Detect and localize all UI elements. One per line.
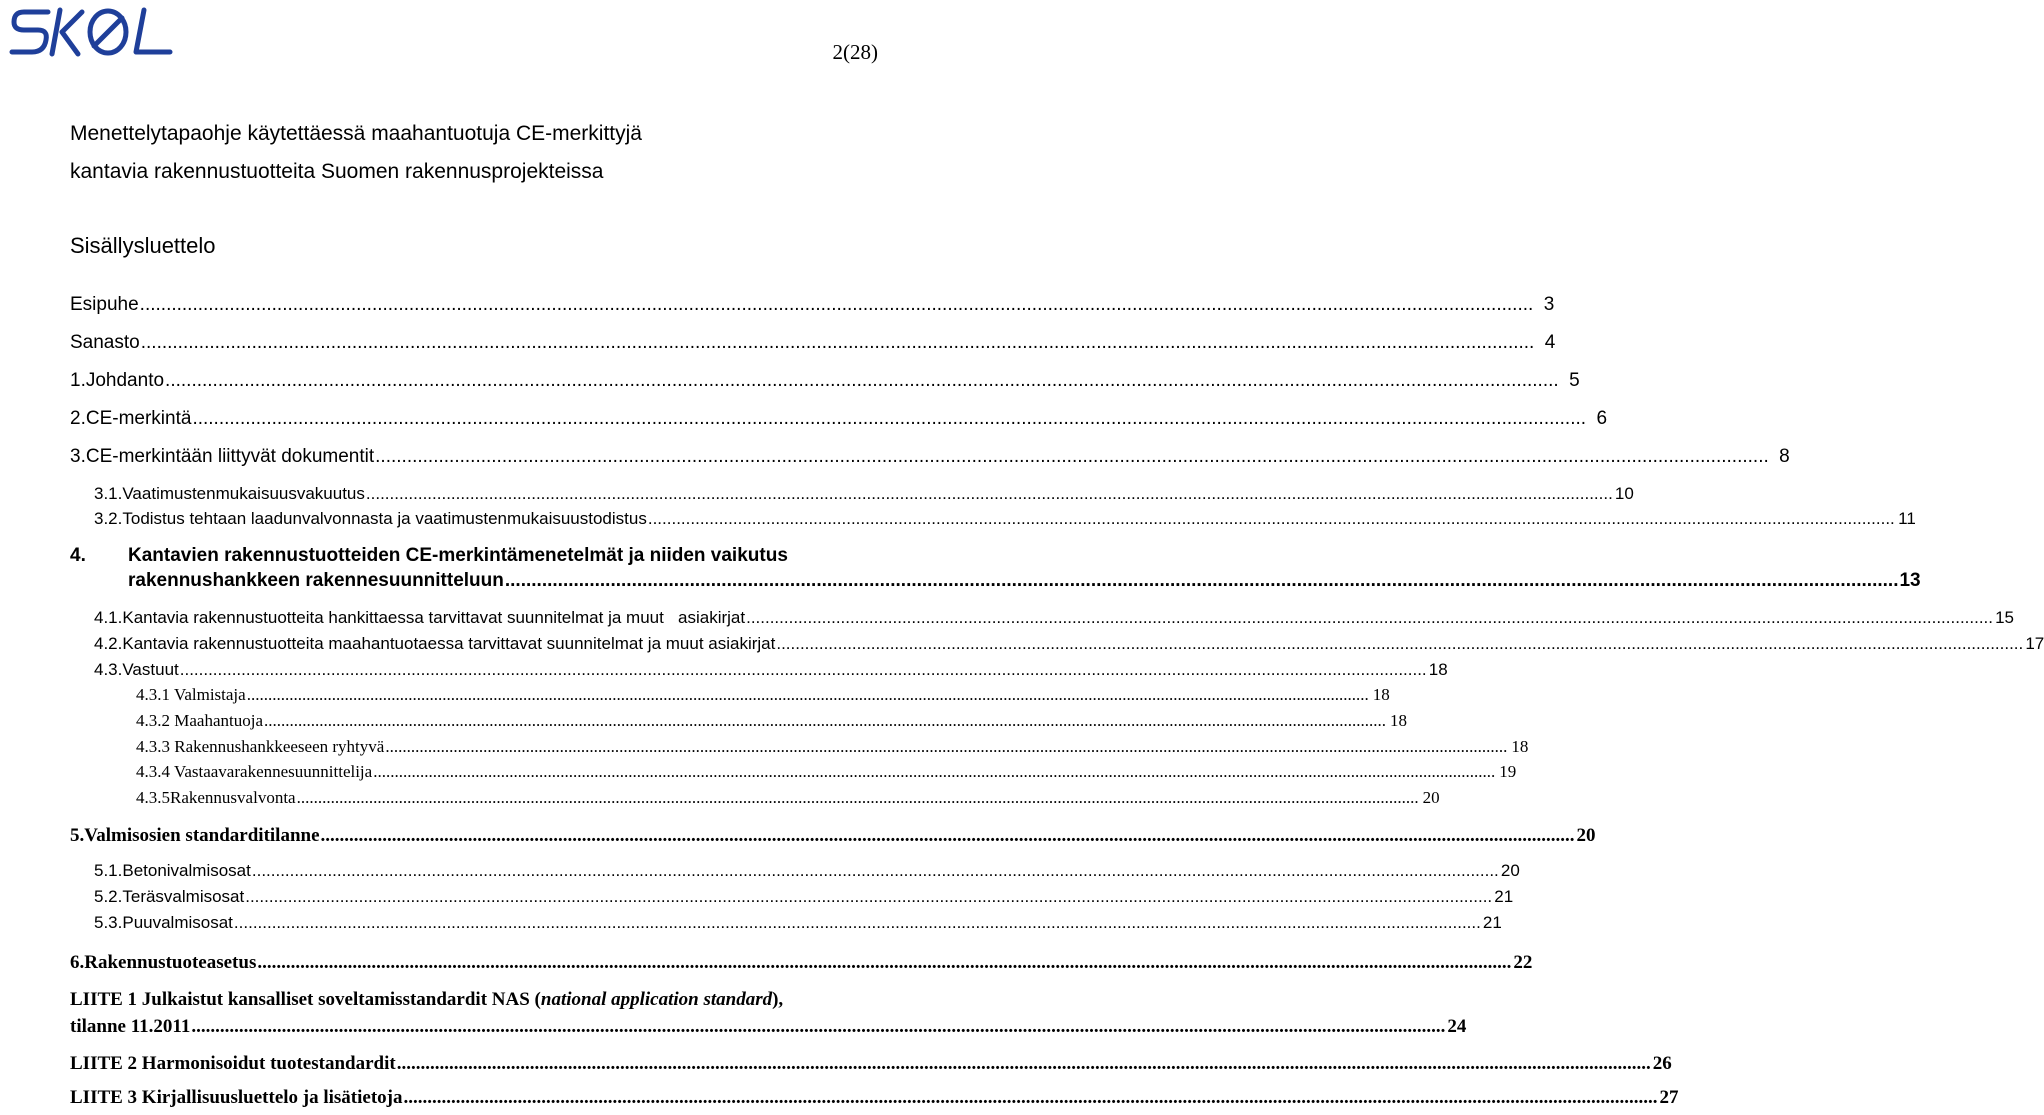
toc-page: 22 (1513, 952, 1533, 973)
toc-page: 20 (1422, 788, 1440, 807)
leader-dots (297, 788, 1419, 808)
page-number: 2(28) (832, 40, 878, 64)
leader-dots (321, 825, 1575, 847)
toc-entry-sanasto[interactable] (70, 332, 1556, 354)
toc-page: 10 (1614, 484, 1634, 503)
toc-number: 5.3. (94, 913, 123, 932)
leader-dots (252, 861, 1499, 881)
toc-entry-5[interactable] (70, 825, 1596, 847)
toc-label: Teräsvalmisosat (122, 887, 245, 906)
toc-entry-esipuhe[interactable] (70, 294, 1555, 316)
toc-label: Vastuut (122, 660, 179, 679)
toc-number: 6. (70, 952, 85, 973)
leader-dots (375, 446, 1769, 468)
toc-entry-4-line-1[interactable] (70, 545, 962, 567)
toc-entry-1[interactable] (70, 370, 1580, 392)
toc-entry-6[interactable] (70, 952, 1533, 974)
toc-number: 4.2. (94, 634, 123, 653)
toc-label-italic: national application standard (540, 989, 773, 1010)
toc-page: 24 (1447, 1016, 1467, 1037)
toc-page: 18 (1511, 737, 1529, 756)
toc-page: 3 (1543, 294, 1555, 315)
toc-label: 4.3.4 Vastaavarakennesuunnittelija (136, 762, 373, 781)
leader-dots (366, 484, 1613, 504)
leader-dots (776, 634, 2023, 654)
toc-entry-2[interactable] (70, 408, 1608, 430)
toc-entry-4-3-1[interactable] (136, 685, 1390, 705)
toc-page: 18 (1372, 685, 1390, 704)
leader-dots (180, 660, 1427, 680)
leader-dots (385, 737, 1507, 757)
toc-label-part-2: ), (772, 989, 784, 1010)
toc-entry-4-3-4[interactable] (136, 762, 1517, 782)
toc-label (70, 989, 783, 1011)
toc-number: 2. (70, 408, 86, 429)
leader-dots (257, 952, 1511, 974)
toc-page: 6 (1596, 408, 1608, 429)
toc-entry-liite-2[interactable] (70, 1053, 1672, 1075)
toc-number: 3.1. (94, 484, 123, 503)
leader-dots (746, 608, 1993, 628)
toc-entry-3[interactable] (70, 446, 1790, 468)
toc-entry-3-1[interactable] (94, 484, 1634, 504)
toc-label: Esipuhe (70, 294, 139, 315)
toc-number: 4. (70, 545, 86, 566)
toc-label: Kantavia rakennustuotteita maahantuotaessa tarvittavat suunnitelmat ja muut asiakirjat (122, 634, 776, 653)
toc-label: Vaatimustenmukaisuusvakuutus (122, 484, 365, 503)
toc-entry-liite-1-line-1[interactable] (70, 989, 962, 1011)
title-line-2: kantavia rakennustuotteita Suomen rakennusprojekteissa (70, 160, 604, 183)
toc-label: LIITE 3 Kirjallisuusluettelo ja lisätietoja (70, 1087, 403, 1108)
toc-page: 17 (2025, 634, 2044, 653)
toc-label: 4.3.2 Maahantuoja (136, 711, 263, 730)
toc-label: Sanasto (70, 332, 140, 353)
toc-label: Betonivalmisosat (122, 861, 251, 880)
leader-dots (397, 1053, 1651, 1075)
toc-label: Valmisosien standarditilanne (84, 825, 320, 846)
toc-page: 18 (1428, 660, 1448, 679)
toc-label: Puuvalmisosat (122, 913, 233, 932)
leader-dots (264, 711, 1386, 731)
toc-entry-4-3-3[interactable] (136, 737, 1529, 757)
toc-page: 11 (1898, 509, 1916, 528)
toc-entry-4-3-5[interactable] (136, 788, 1440, 808)
leader-dots (245, 887, 1492, 907)
toc-entry-5-3[interactable] (94, 913, 1502, 933)
leader-dots (165, 370, 1559, 392)
toc-entry-4-line-2[interactable] (128, 570, 1921, 592)
toc-number: 4.3. (94, 660, 123, 679)
toc-entry-4-3[interactable] (94, 660, 1448, 680)
toc-label: rakennushankkeen rakennesuunnitteluun (128, 570, 504, 591)
toc-entry-3-2[interactable] (94, 509, 1916, 529)
toc-number: 3. (70, 446, 86, 467)
toc-entry-5-2[interactable] (94, 887, 1514, 907)
leader-dots (191, 1016, 1445, 1038)
toc-label: Johdanto (85, 370, 165, 391)
toc-page: 18 (1390, 711, 1407, 730)
toc-page: 15 (1995, 608, 2015, 627)
title-line-1: Menettelytapaohje käytettäessä maahantuotuja CE-merkittyjä (70, 122, 642, 145)
toc-label: tilanne 11.2011 (70, 1016, 191, 1037)
toc-entry-liite-3[interactable] (70, 1087, 1679, 1109)
leader-dots (141, 332, 1535, 354)
leader-dots (373, 762, 1495, 782)
toc-page: 21 (1494, 887, 1514, 906)
toc-label: 4.3.3 Rakennushankkeeseen ryhtyvä (136, 737, 385, 756)
toc-heading: Sisällysluettelo (70, 233, 216, 258)
toc-page: 20 (1500, 861, 1520, 880)
leader-dots (140, 294, 1534, 316)
toc-number: 3.2. (94, 509, 123, 528)
toc-label: Kantavien rakennustuotteiden CE-merkintämenetelmät ja niiden vaikutus (128, 545, 788, 566)
toc-number: 5.2. (94, 887, 123, 906)
toc-entry-5-1[interactable] (94, 861, 1520, 881)
toc-page: 5 (1569, 370, 1580, 391)
toc-label: LIITE 2 Harmonisoidut tuotestandardit (70, 1053, 396, 1074)
leader-dots (505, 570, 1899, 592)
leader-dots (192, 408, 1586, 430)
toc-page: 8 (1779, 446, 1790, 467)
toc-entry-4-3-2[interactable] (136, 711, 1407, 731)
toc-number: 4.1. (94, 608, 123, 627)
toc-page: 26 (1652, 1053, 1672, 1074)
toc-label: 4.3.1 Valmistaja (136, 685, 246, 704)
toc-entry-4-2[interactable] (94, 634, 2044, 654)
toc-number: 5. (70, 825, 85, 846)
toc-label: Rakennustuoteasetus (84, 952, 257, 973)
toc-number: 5.1. (94, 861, 123, 880)
toc-label-part-1: LIITE 1 Julkaistut kansalliset soveltamisstandardit NAS ( (70, 989, 541, 1010)
toc-label: 4.3.5Rakennusvalvonta (136, 788, 296, 807)
leader-dots (648, 509, 1895, 529)
toc-page: 19 (1499, 762, 1517, 781)
leader-dots (234, 913, 1481, 933)
toc-entry-liite-1-line-2[interactable] (70, 1016, 1467, 1038)
toc-label: CE-merkintä (85, 408, 192, 429)
toc-page: 21 (1482, 913, 1502, 932)
toc-entry-4-1[interactable] (94, 608, 2015, 628)
toc-number: 1. (70, 370, 86, 391)
toc-page: 13 (1899, 570, 1921, 591)
leader-dots (404, 1087, 1658, 1109)
toc-page: 27 (1659, 1087, 1679, 1108)
toc-label: CE-merkintään liittyvät dokumentit (85, 446, 375, 467)
document-title (70, 115, 642, 191)
toc-page: 4 (1544, 332, 1556, 353)
skol-logo (8, 2, 176, 62)
leader-dots (247, 685, 1369, 705)
toc-page: 20 (1576, 825, 1596, 846)
toc-label: Kantavia rakennustuotteita hankittaessa tarvittavat suunnitelmat ja muut asiakirjat (122, 608, 746, 627)
toc-label: Todistus tehtaan laadunvalvonnasta ja vaatimustenmukaisuustodistus (122, 509, 647, 528)
